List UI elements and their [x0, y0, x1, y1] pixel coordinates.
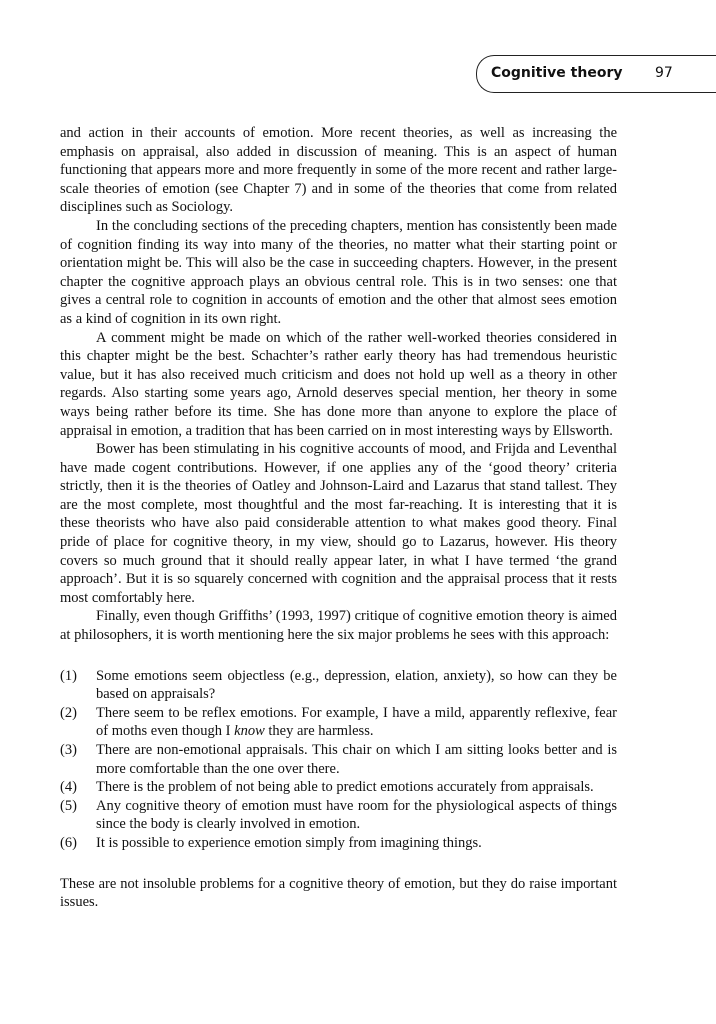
- list-number: (5): [60, 797, 77, 814]
- list-item: [60, 667, 617, 704]
- body-text: [60, 124, 617, 912]
- list-number: (2): [60, 704, 77, 721]
- list-item: [60, 704, 617, 741]
- paragraph: A comment might be made on which of the rather well-worked theories considered in this chapter might be the best. Schachter’s rather early theory has had tremendous heuristic value, but it has also received much criticism and does not hold up well as a theory in other regards. Also starting some years ago, Arnold deserves special mention, her theory in some ways being rather before its time. She has done more than anyone to explore the place of appraisal in emotion, a tradition that has been carried on in most interesting ways by Ellsworth.: [60, 329, 617, 439]
- list-number: (6): [60, 834, 77, 851]
- paragraph: and action in their accounts of emotion. More recent theories, as well as increasing the emphasis on appraisal, also added in discussion of meaning. This is an aspect of human functioning that appears more and more frequently in some of the more recent and rather large-scale theories of emotion (see Chapter 7) and in some of the theories that come from related disciplines such as Sociology.: [60, 125, 617, 216]
- list-text: It is possible to experience emotion simply from imagining things.: [96, 834, 482, 851]
- list-text: [96, 705, 617, 740]
- closing-paragraph: These are not insoluble problems for a cognitive theory of emotion, but they do raise important issues.: [60, 875, 617, 911]
- problems-list: [60, 667, 617, 853]
- page-number: 97: [655, 65, 673, 81]
- list-number: (1): [60, 667, 77, 684]
- chapter-title: Cognitive theory: [491, 65, 623, 81]
- paragraph: In the concluding sections of the preceding chapters, mention has consistently been made of cognition finding its way into many of the theories, no matter what their starting point or orientation might be. This will also be the case in succeeding chapters. However, in the present chapter the cognitive approach plays an obvious central role. This is in two senses: one that gives a central role to cognition in accounts of emotion and the other that almost sees emotion as a kind of cognition in its own right.: [60, 217, 617, 327]
- paragraph: Bower has been stimulating in his cognitive accounts of mood, and Frijda and Leventhal have made cogent contributions. However, if one applies any of the ‘good theory’ criteria strictly, then it is the theories of Oatley and Johnson-Laird and Lazarus that stand tallest. They are the most complete, most thoughtful and the most far-reaching. It is interesting that it is these theorists who have also paid considerable attention to what makes good theory. Final pride of place for cognitive theory, in my view, should go to Lazarus, however. His theory covers so much ground that it should really appear later, in what I have termed ‘the grand approach’. But it is so squarely concerned with cognition and the appraisal process that it rests most comfortably here.: [60, 441, 617, 606]
- list-text-part: they are harmless.: [264, 723, 374, 740]
- list-text: There are non-emotional appraisals. This chair on which I am sitting looks better and is more comfortable than the one over there.: [96, 742, 617, 777]
- list-number: (3): [60, 742, 77, 758]
- list-item: [60, 741, 617, 778]
- emphasis: know: [234, 723, 265, 740]
- list-text: Some emotions seem objectless (e.g., depression, elation, anxiety), so how can they be based on appraisals?: [96, 667, 617, 703]
- list-item: [60, 834, 617, 853]
- paragraph: Finally, even though Griffiths’ (1993, 1997) critique of cognitive emotion theory is aimed at philosophers, it is worth mentioning here the six major problems he sees with this approach:: [60, 608, 617, 644]
- list-item: [60, 778, 617, 797]
- list-text: There is the problem of not being able to predict emotions accurately from appraisals.: [96, 779, 594, 796]
- list-number: (4): [60, 779, 77, 796]
- list-item: [60, 797, 617, 834]
- running-header: [476, 55, 716, 93]
- list-text: Any cognitive theory of emotion must have room for the physiological aspects of things since the body is clearly involved in emotion.: [96, 797, 617, 833]
- list-text-part: There seem to be reflex emotions. For example, I have a mild, apparently reflexive, fear of moths even though I: [96, 704, 617, 740]
